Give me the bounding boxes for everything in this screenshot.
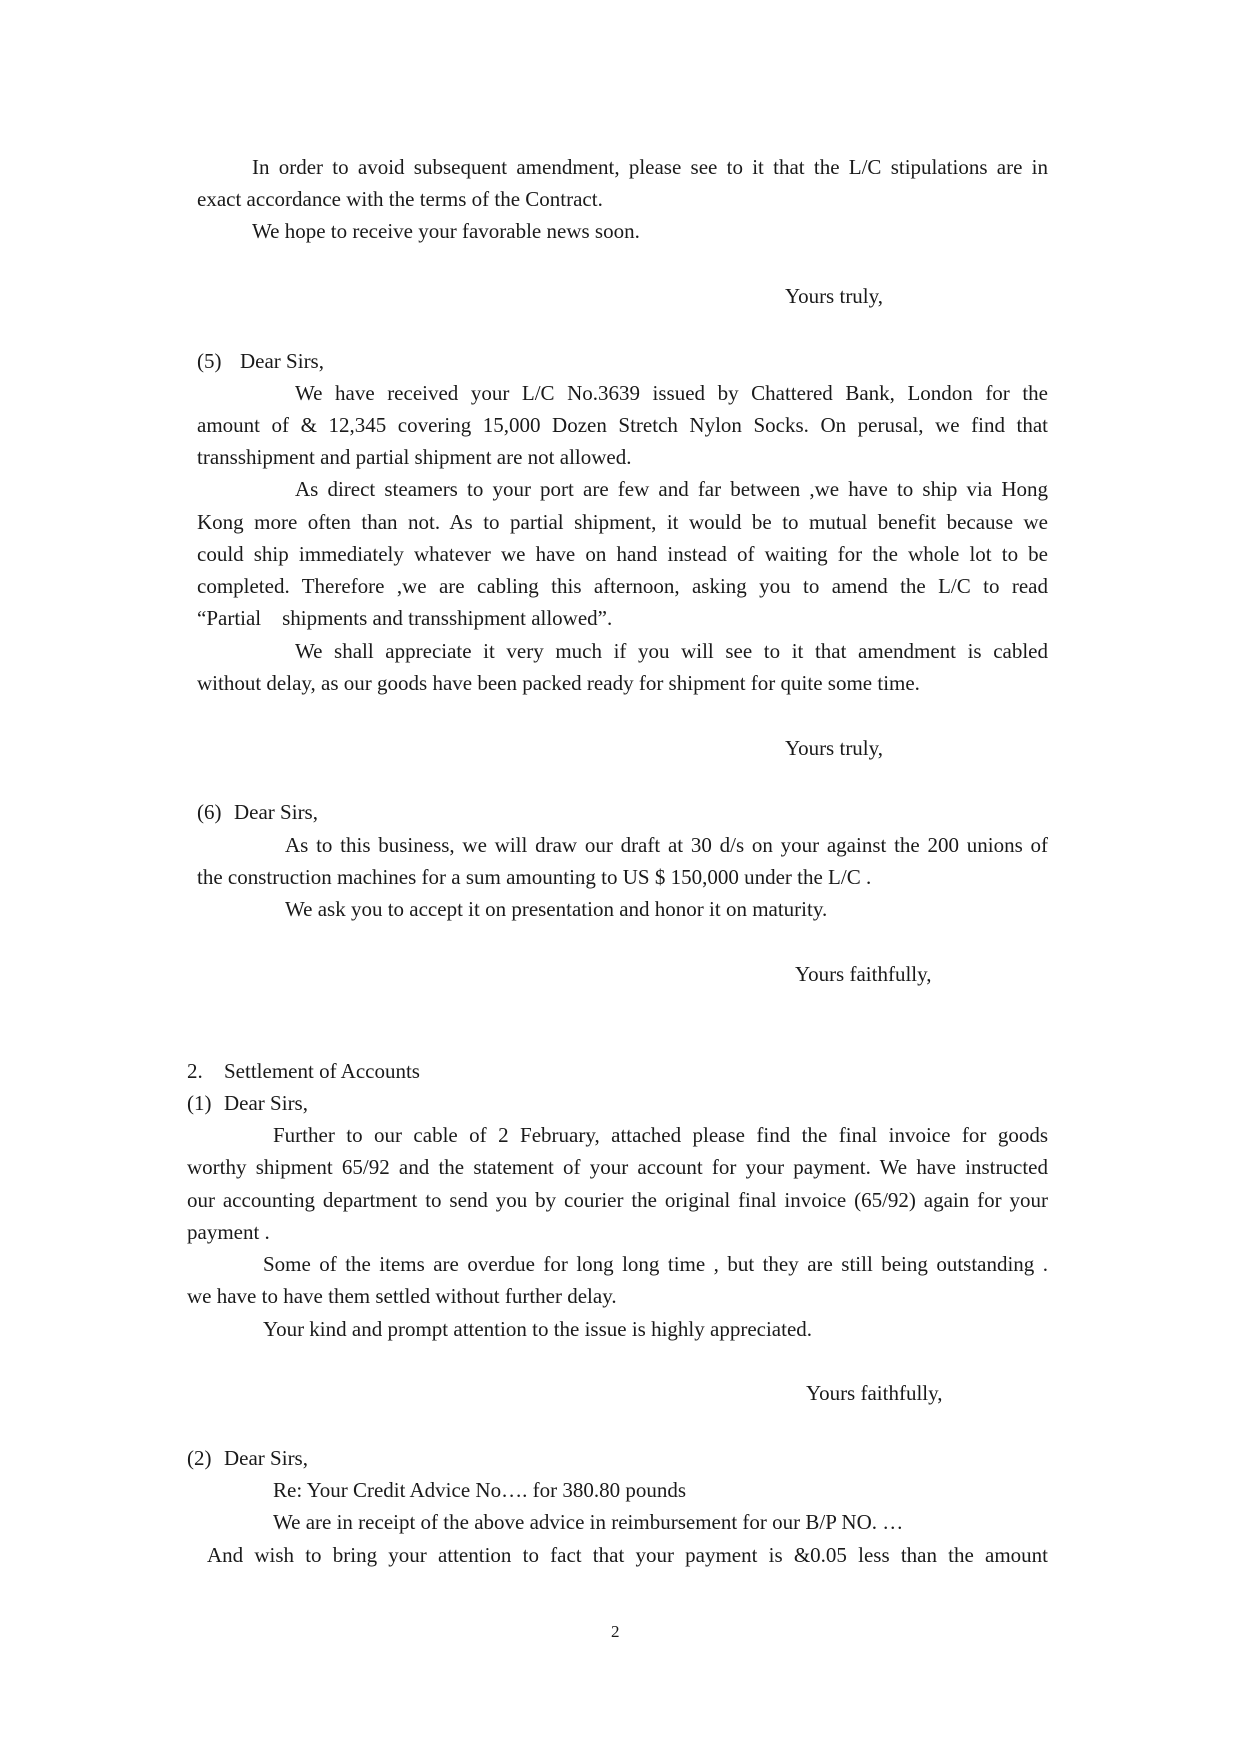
letter4-closing: Yours truly,: [785, 284, 884, 308]
letter5-paragraph3-line1: We shall appreciate it very much if you will see to it that amendment is cabled: [295, 639, 1048, 663]
letter-s1-closing: Yours faithfully,: [806, 1381, 943, 1405]
letter5-paragraph1-line3: transshipment and partial shipment are not allowed.: [197, 445, 632, 469]
letter4-paragraph1-line2: exact accordance with the terms of the Contract.: [197, 187, 603, 211]
section2-title: Settlement of Accounts: [224, 1059, 420, 1083]
letter6-paragraph1-line2: the construction machines for a sum amounting to US $ 150,000 under the L/C .: [197, 865, 872, 889]
letter6-paragraph2: We ask you to accept it on presentation and honor it on maturity.: [285, 897, 828, 921]
letter-s1-paragraph1-line4: payment .: [187, 1220, 270, 1244]
letter-s1-paragraph2-line1: Some of the items are overdue for long long time , but they are still being outstanding .: [263, 1252, 1048, 1276]
letter5-number: (5): [197, 349, 222, 373]
letter-s1-paragraph1-line2: worthy shipment 65/92 and the statement of your account for your payment. We have instructed: [187, 1155, 1048, 1179]
letter-s2-salutation: Dear Sirs,: [224, 1446, 308, 1470]
letter4-paragraph2: We hope to receive your favorable news soon.: [252, 219, 640, 243]
section2-number: 2.: [187, 1059, 203, 1083]
letter5-paragraph2-line3: could ship immediately whatever we have on hand instead of waiting for the whole lot to be: [197, 542, 1048, 566]
letter6-closing: Yours faithfully,: [795, 962, 932, 986]
letter5-paragraph1-line2: amount of & 12,345 covering 15,000 Dozen Stretch Nylon Socks. On perusal, we find that: [197, 413, 1048, 437]
letter-s1-paragraph3: Your kind and prompt attention to the issue is highly appreciated.: [263, 1317, 813, 1341]
letter6-paragraph1-line1: As to this business, we will draw our draft at 30 d/s on your against the 200 unions of: [285, 833, 1048, 857]
letter5-paragraph1-line1: We have received your L/C No.3639 issued by Chattered Bank, London for the: [295, 381, 1048, 405]
letter-s1-salutation: Dear Sirs,: [224, 1091, 308, 1115]
letter5-paragraph2-line5: “Partial shipments and transshipment allowed”.: [197, 606, 613, 630]
letter-s2-paragraph2-line1: And wish to bring your attention to fact that your payment is &0.05 less than the amount: [207, 1543, 1048, 1567]
letter5-paragraph2-line2: Kong more often than not. As to partial shipment, it would be to mutual benefit because we: [197, 510, 1048, 534]
letter5-closing: Yours truly,: [785, 736, 884, 760]
page-number: 2: [611, 1622, 620, 1641]
letter-s2-re-line: Re: Your Credit Advice No…. for 380.80 pounds: [273, 1478, 686, 1502]
letter5-paragraph2-line1: As direct steamers to your port are few and far between ,we have to ship via Hong: [295, 477, 1048, 501]
letter5-paragraph2-line4: completed. Therefore ,we are cabling this afternoon, asking you to amend the L/C to read: [197, 574, 1048, 598]
letter5-salutation: Dear Sirs,: [240, 349, 324, 373]
letter6-salutation: Dear Sirs,: [234, 800, 318, 824]
letter-s1-paragraph1-line1: Further to our cable of 2 February, attached please find the final invoice for goods: [273, 1123, 1048, 1147]
letter-s1-paragraph2-line2: we have to have them settled without further delay.: [187, 1284, 617, 1308]
letter5-paragraph3-line2: without delay, as our goods have been packed ready for shipment for quite some time.: [197, 671, 920, 695]
letter6-number: (6): [197, 800, 222, 824]
letter-s1-paragraph1-line3: our accounting department to send you by courier the original final invoice (65/92) again for your: [187, 1188, 1048, 1212]
letter-s2-number: (2): [187, 1446, 212, 1470]
letter4-paragraph1-line1: In order to avoid subsequent amendment, please see to it that the L/C stipulations are in: [252, 155, 1048, 179]
letter-s1-number: (1): [187, 1091, 212, 1115]
letter-s2-paragraph1: We are in receipt of the above advice in reimbursement for our B/P NO. …: [273, 1510, 904, 1534]
